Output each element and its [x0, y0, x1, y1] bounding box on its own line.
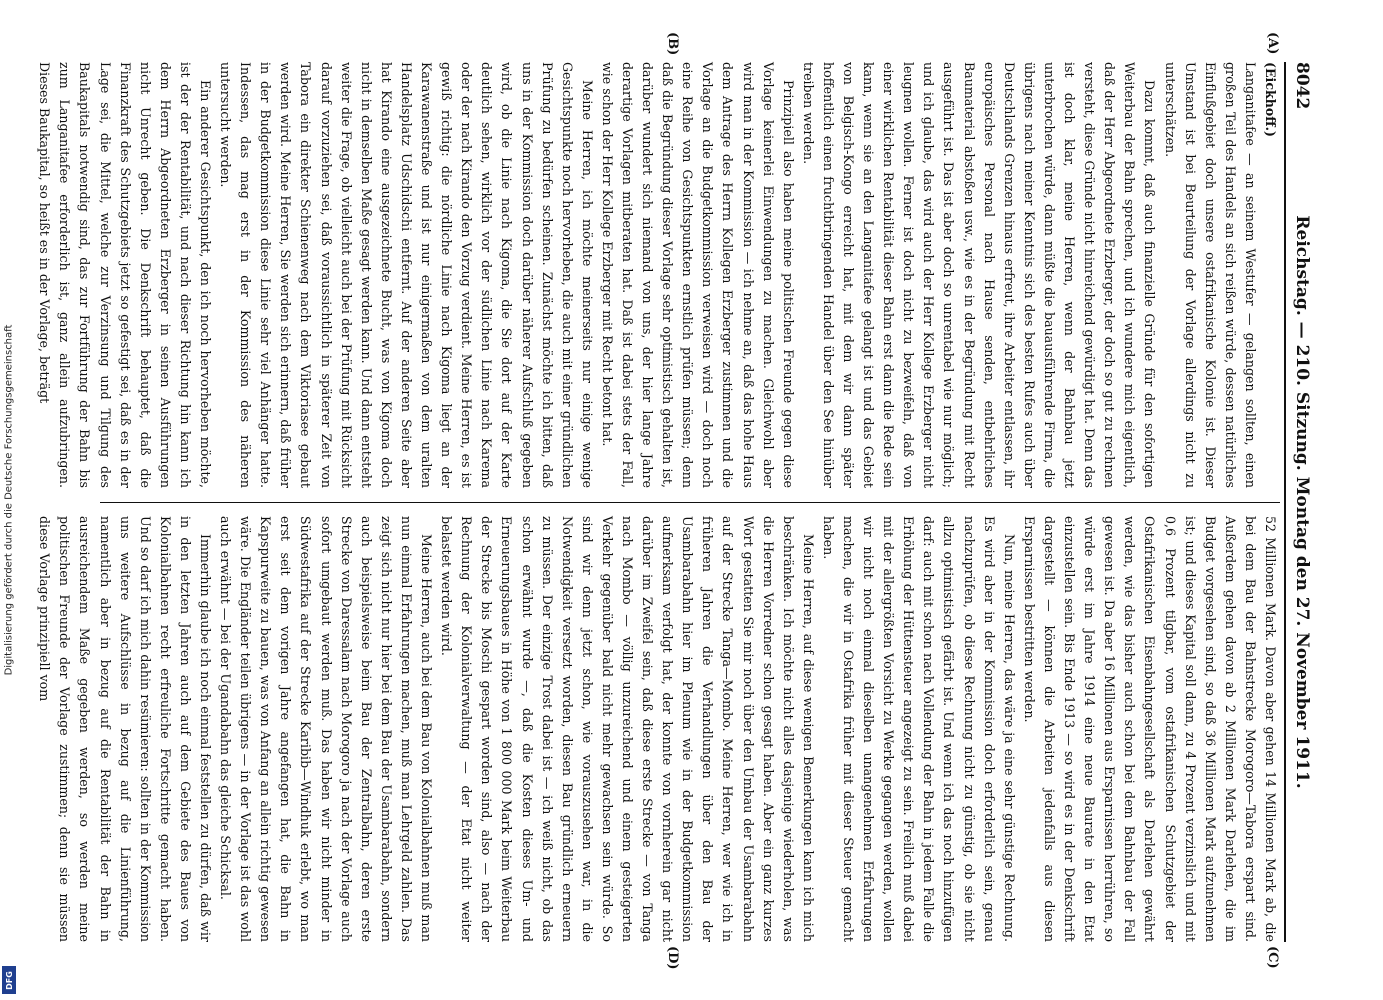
paragraph: Meine Herren, auch bei dem Bau von Kolonialbahnen muß man nun einmal Erfahrungen machen, muß man Lehrgeld zahlen. Das zeigt sich nicht nur hier bei dem Bau der Usambarabahn, sondern auch beispielsweise beim Bau der Zentralbahn, deren erste Strecke von Daressalam nach Morogoro ja nach der Vorlage auch sofort umgebaut werden muß. Das haben wir nicht minder in Südwestafrika auf der Strecke Karibib—Windhuk erlebt, wo man erst seit dem vorigen Jahre angefangen hat, die Bahn in Kapspurweite zu bauen, was von Anfang an allein richtig gewesen wäre. Die Engländer teilen übrigens — in der Vorlage ist das wohl auch erwähnt — bei der Ugandabahn das gleiche Schicksal.: [218, 516, 435, 942]
digitization-strip: [0, 0, 18, 1000]
margin-mark-c: (C): [1265, 946, 1280, 969]
paragraph: Immerhin glaube ich noch einmal feststellen zu dürfen, daß wir in den letzten Jahren auch auf dem Gebiete des Baues von Kolonialbahnen recht erfreuliche Fortschritte gemacht haben. Und so darf ich mich dahin resümieren: sollten in der Kommission uns weitere Aufschlüsse in bezug auf die Linienführung, namentlich aber in bezug auf die Rentabilität der Bahn in ausreichendem Maße gegeben werden, so werden meine politischen Freunde der Vorlage zustimmen; denn sie müssen diese Vorlage prinzipiell vom: [37, 516, 214, 942]
margin-mark-d: (D): [665, 946, 680, 970]
column-divider: [100, 502, 1280, 503]
margin-mark-b: (B): [665, 32, 680, 56]
paragraph: Prinzipiell also haben meine politischen Freunde gegen diese Vorlage keinerlei Einwendungen zu machen. Gleichwohl aber wird man in der Kommission — ich nehme an, daß das hohe Haus dem Antrage des Herrn Kollegen Erzberger zustimmen und die Vorlage an die Budgetkommission verweisen wird — doch noch eine Reihe von Gesichtspunkten ernstlich prüfen müssen; denn daß die Begründung dieser Vorlage sehr optimistisch gehalten ist, darüber wundert sich niemand von uns, der hier lange Jahre derartige Vorlagen mitberaten hat. Daß ist dabei stets der Fall, wie schon der Herr Kollege Erzberger mit Recht betont hat.: [599, 62, 796, 488]
paragraph: 52 Millionen Mark. Davon aber gehen 14 Millionen Mark ab, die bei dem Bau der Bahnstrecke Morogoro—Tabora erspart sind. Außerdem gehen davon ab 2 Millionen Mark Darlehen, die im Budget vorgesehen sind, so daß 36 Millionen Mark aufzunehmen ist; und dieses Kapital soll dann, zu 4 Prozent verzinslich und mit 0,6 Prozent tilgbar, vom ostafrikanischen Schutzgebiet der Ostafrikanischen Eisenbahngesellschaft als Darlehen gewährt werden, wie das bisher auch schon bei dem Bahnbau der Fall gewesen ist. Da aber 16 Millionen aus Ersparnissen herrühren, so würde erst im Jahre 1914 eine neue Baurate in den Etat einzustellen sein. Bis Ende 1913 — so wird es in der Denkschrift dargestellt — können die Arbeiten jedenfalls aus diesen Ersparnissen bestritten werden.: [1021, 516, 1278, 942]
page-number: 8042: [1292, 62, 1312, 110]
paragraph: Ein anderer Gesichtspunkt, den ich noch hervorheben möchte, ist der der Rentabilität, und nach dieser Richtung hin kann ich dem Herrn Abgeordneten Erzberger in seinen Ausführungen nicht Unrecht geben. Die Denkschrift behauptet, daß die Finanzkraft des Schutzgebiets jetzt so gefestigt sei, daß es in der Lage sei, die Mittel, welche zur Verzinsung und Tilgung des Baukapitals notwendig sind, das zur Fortführung der Bahn bis zum Langanitafee erforderlich ist, ganz allein aufzubringen. Dieses Baukapital, so heißt es in der Vorlage, beträgt: [37, 62, 214, 488]
paragraph: Langanitafee — an seinem Westufer — gelangen sollten, einen großen Teil des Handels an sich reißen würde, dessen natürliches Einflußgebiet doch unsere ostafrikanische Kolonie ist. Dieser Umstand ist bei Beurteilung der Vorlage allerdings nicht zu unterschätzen.: [1162, 62, 1258, 488]
dfg-logo-text: DFG: [4, 970, 14, 990]
text-column-right: [37, 516, 1280, 942]
paragraph: Meine Herren, auf diese wenigen Bemerkungen kann ich mich beschränken. Ich möchte nicht alles dasjenige wiederholen, was die Herren Vorredner schon gesagt haben. Aber ein ganz kurzes Wort gestatten Sie mir noch über den Umbau der Usambarabahn auf der Strecke Tanga—Mombo. Meine Herren, wer wie ich in früheren Jahren die Verhandlungen über den Bau der Usambarabahn hier im Plenum wie in der Budgetkommission aufmerksam verfolgt hat, der konnte von vornherein gar nicht darüber im Zweifel sein, daß diese erste Strecke — von Tanga nach Mombo — völlig unzureichend und einem gesteigerten Verkehr gegenüber bald nicht mehr gewachsen sein würde. So sind wir denn jetzt schon, wie vorauszusehen war, in die Notwendigkeit versetzt worden, diesen Bau gründlich erneuern zu müssen. Der einzige Trost dabei ist — ich weiß nicht, ob das schon erwähnt wurde —, daß die Kosten dieses Um- und Erneuerungsbaues in Höhe von 1 800 000 Mark beim Weiterbau der Strecke bis Moschi gespart worden sind, also — nach der Rechnung der Kolonialverwaltung — der Etat nicht weiter belastet werden wird.: [439, 516, 816, 942]
dfg-logo: [2, 966, 16, 994]
rotated-newspaper-page: [37, 32, 1320, 970]
speaker-name: (Eickhoff.): [1263, 62, 1278, 137]
paragraph: Nun, meine Herren, das wäre ja eine sehr günstige Rechnung. Es wird aber in der Kommission doch erforderlich sein, genau nachzuprüfen, ob diese Rechnung nicht zu günstig, ob sie nicht allzu optimistisch gefärbt ist. Und wenn ich das noch hinzufügen darf: auch mit schon nach Vollendung der Bahn in jedem Falle die Erhöhung der Hüttensteuer angezeigt zu sein. Freilich muß dabei mit der allergrößten Vorsicht zu Werke gegangen werden, wollen wir nicht noch einmal dieselben unangenehmen Erfahrungen machen, die wir in Ostafrika früher mit dieser Steuer gemacht haben.: [820, 516, 1017, 942]
paragraph: Meine Herren, ich möchte meinerseits nur einige wenige Gesichtspunkte noch hervorheben, die auch mit einer gründlichen Prüfung zu bedürfen scheinen. Zunächst möchte ich bitten, daß uns in der Kommission doch darüber näherer Aufschluß gegeben wird, ob die Linie nach Kigoma, die Sie dort auf der Karte deutlich sehen, wirklich vor der südlichen Linie nach Karema oder der nach Kirando den Vorzug verdient. Meine Herren, es ist gewiß richtig: die nördliche Linie nach Kigoma liegt an der Karawanenstraße und ist nur einigermaßen von dem uralten Handelsplatz Udschidschi entfernt. Auf der anderen Seite aber hat Kirando eine ausgezeichnete Bucht, was von Kigoma doch nicht in demselben Maße gesagt werden kann. Und dann entsteht weiter die Frage, ob vielleicht auch bei der Prüfung mit Rücksicht darauf vorzuziehen sei, daß voraussichtlich in späterer Zeit von Tabora ein direkter Schienenweg nach dem Viktoriasee gebaut werden wird. Meine Herren, Sie werden sich erinnern, daß früher in der Budgetkommission diese Linie sehr viel Anhänger hatte. Indessen, das mag erst in der Kommission des näheren untersucht werden.: [218, 62, 595, 488]
paragraph: Dazu kommt, daß auch finanzielle Gründe für den sofortigen Weiterbau der Bahn sprechen, und ich wundere mich eigentlich, daß der Herr Abgeordnete Erzberger, der doch so gut zu rechnen versteht, diese Gründe nicht hinreichend gewürdigt hat. Denn das ist doch klar, meine Herren, wenn der Bahnbau jetzt unterbrochen würde, dann müßte die bauausführende Firma, die übrigens nach meiner Kenntnis sich des besten Rufes auch über Deutschlands Grenzen hinaus erfreut, ihre Arbeiter entlassen, ihr europäisches Personal nach Hause senden, entbehrliches Baumaterial abstoßen usw., wie es in der Begründung mit Recht ausgeführt ist. Das ist aber doch so unrentabel wie nur möglich; und ich glaube, das wird auch der Herr Kollege Erzberger nicht leugnen wollen. Ferner ist doch nicht zu bezweifeln, daß von einer wirklichen Rentabilität dieser Bahn erst dann die Rede sein kann, wenn sie an den Langanitafee gelangt ist und das Gebiet von Belgisch-Kongo erreicht hat, mit dem wir dann später hoffentlich einen fruchtbringenden Handel über den See hinüber treiben werden.: [800, 62, 1158, 488]
page-header: [1284, 62, 1320, 942]
digitization-credit: Digitalisierung gefördert durch die Deutsche Forschungsgemeinschaft: [3, 324, 15, 676]
running-title: Reichstag. — 210. Sitzung. Montag den 27. November 1911.: [1292, 215, 1312, 789]
margin-mark-a: (A): [1265, 32, 1280, 55]
text-column-left: [37, 62, 1280, 488]
